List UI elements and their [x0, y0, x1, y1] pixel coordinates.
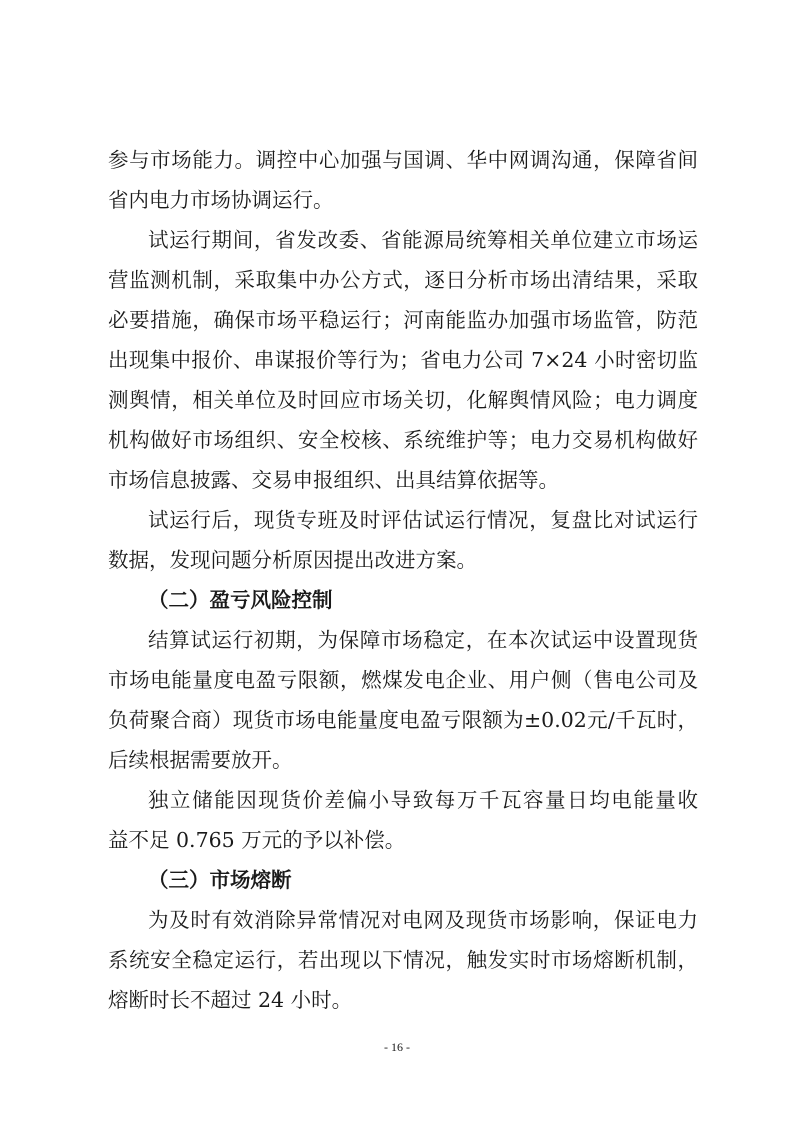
text-line: 后续根据需要放开。	[108, 748, 293, 772]
section-heading: （二）盈亏风险控制	[148, 588, 333, 612]
paragraph-first-line: 试运行后，现货专班及时评估试运行情况，复盘比对试运行	[148, 508, 698, 532]
section-heading: （三）市场熔断	[148, 868, 292, 892]
text-line: 市场电能量度电盈亏限额，燃煤发电企业、用户侧（售电公司及	[108, 668, 698, 692]
text-line: 机构做好市场组织、安全校核、系统维护等；电力交易机构做好	[108, 428, 698, 452]
text-line: 营监测机制，采取集中办公方式，逐日分析市场出清结果，采取	[108, 268, 698, 292]
text-line: 熔断时长不超过 24 小时。	[108, 988, 353, 1012]
text-line: 负荷聚合商）现货市场电能量度电盈亏限额为±0.02元/千瓦时，	[108, 708, 698, 732]
paragraph-first-line: 试运行期间，省发改委、省能源局统筹相关单位建立市场运	[148, 228, 698, 252]
text-line: 数据，发现问题分析原因提出改进方案。	[108, 548, 477, 572]
page-number: - 16 -	[384, 1040, 410, 1054]
text-line: 系统安全稳定运行，若出现以下情况，触发实时市场熔断机制，	[108, 948, 698, 972]
text-line: 参与市场能力。调控中心加强与国调、华中网调沟通，保障省间	[108, 148, 698, 172]
text-line: 出现集中报价、串谋报价等行为；省电力公司 7×24 小时密切监	[108, 348, 698, 372]
text-line: 测舆情，相关单位及时回应市场关切，化解舆情风险；电力调度	[108, 388, 698, 412]
paragraph-first-line: 独立储能因现货价差偏小导致每万千瓦容量日均电能量收	[148, 788, 698, 812]
paragraph-first-line: 为及时有效消除异常情况对电网及现货市场影响，保证电力	[148, 908, 698, 932]
paragraph-first-line: 结算试运行初期，为保障市场稳定，在本次试运中设置现货	[148, 628, 698, 652]
text-line: 益不足 0.765 万元的予以补偿。	[108, 828, 406, 852]
text-line: 省内电力市场协调运行。	[108, 188, 334, 212]
text-line: 必要措施，确保市场平稳运行；河南能监办加强市场监管，防范	[108, 308, 698, 332]
text-line: 市场信息披露、交易申报组织、出具结算依据等。	[108, 468, 559, 492]
